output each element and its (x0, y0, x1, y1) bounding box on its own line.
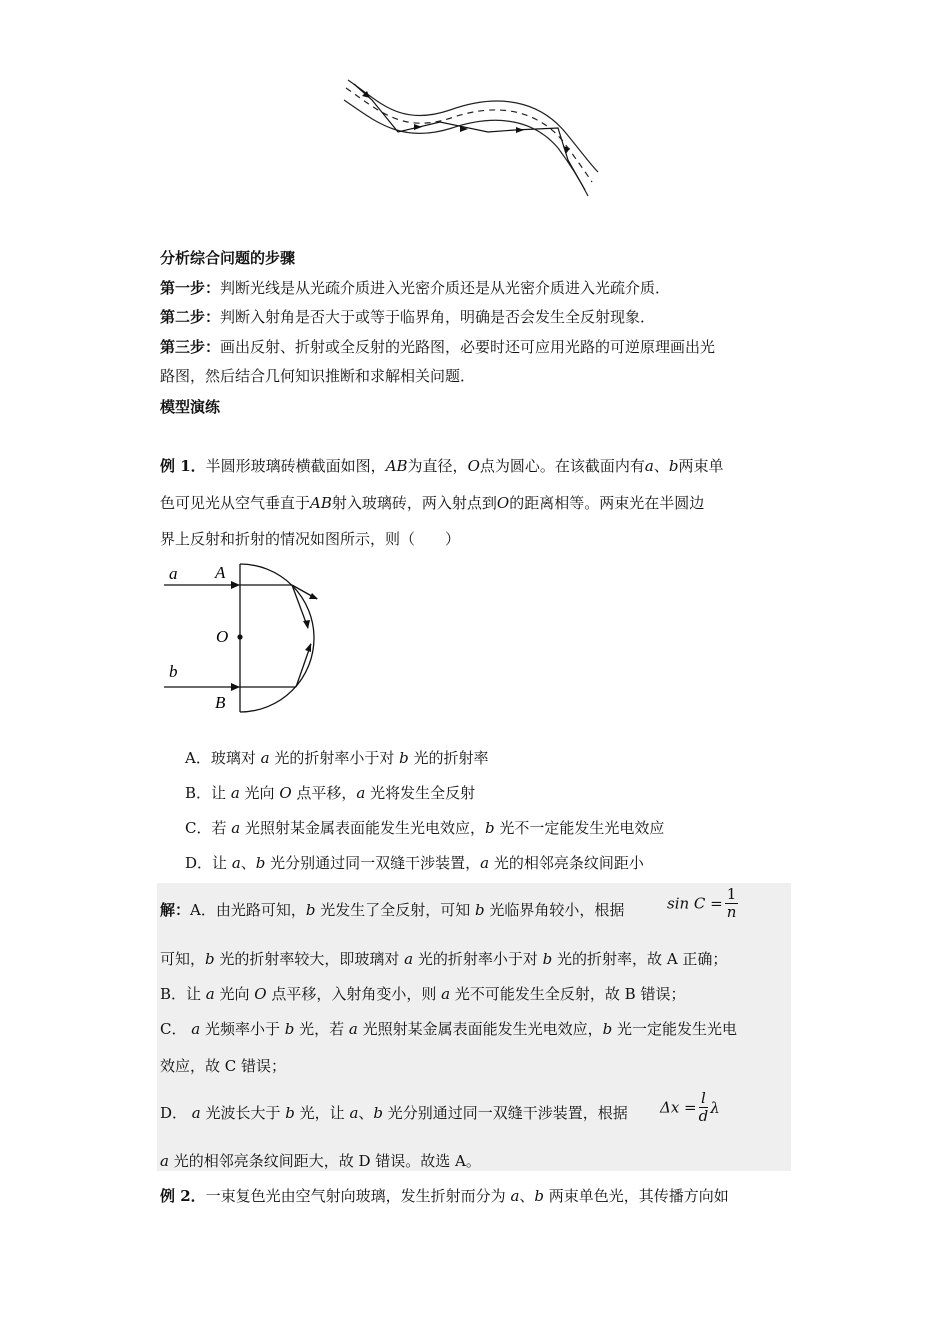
text: 光临界角较小，根据 (484, 901, 625, 919)
var: b (205, 950, 215, 968)
option-key: B． (185, 784, 212, 802)
var: a (404, 950, 414, 968)
solution-line5: 效应，故 C 错误； (160, 1057, 287, 1075)
text: 两束单色光，其传播方向如 (544, 1187, 729, 1205)
example1-line2 (160, 493, 800, 513)
text: 光的相邻亮条纹间距小 (489, 854, 644, 872)
solution-line7 (160, 1151, 800, 1171)
option-c[interactable] (185, 818, 664, 838)
step-1-text: 判断光线是从光疏介质进入光密介质还是从光密介质进入光疏介质． (220, 279, 671, 297)
text: 为直径， (407, 457, 468, 475)
option-a[interactable] (185, 748, 489, 768)
var: O (254, 985, 267, 1003)
formula-sinC (667, 886, 738, 921)
formula-fringe-spacing (660, 1090, 720, 1125)
var: a (356, 784, 366, 802)
var: b (542, 950, 553, 968)
numerator: l (699, 1090, 709, 1108)
text: 点为圆心。在该截面内有 (479, 457, 645, 475)
step-2 (160, 307, 800, 327)
fig-label-O: O (216, 627, 229, 646)
option-key: D． (185, 854, 213, 872)
formula-lhs: Δx = (660, 1098, 697, 1117)
text: 光一定能发生光电 (612, 1020, 738, 1038)
text: 点平移，入射角变小，则 (266, 985, 442, 1003)
text: D． (160, 1104, 192, 1122)
text: 、 (358, 1104, 374, 1122)
var-O: O (467, 457, 480, 475)
var: b (285, 1104, 295, 1122)
step-2-text: 判断入射角是否大于或等于临界角，明确是否会发生全反射现象． (220, 308, 656, 326)
step-1 (160, 278, 800, 298)
text: 射入玻璃砖，两入射点到 (331, 494, 497, 512)
solution-label: 解： (160, 901, 191, 919)
text: 光不一定能发生光电效应 (494, 819, 665, 837)
var: b (255, 854, 266, 872)
fig-label-a: a (169, 564, 178, 583)
text: 点平移， (291, 784, 357, 802)
numerator: 1 (726, 885, 737, 903)
text: 色可见光从空气垂直于 (160, 494, 311, 512)
text: 光照射某金属表面能发生光电效应， (357, 1020, 603, 1038)
var-AB: AB (385, 457, 408, 475)
solution-line2 (160, 949, 800, 969)
var-a: a (644, 457, 654, 475)
var-O: O (496, 494, 510, 512)
solution-line4 (160, 1019, 800, 1039)
option-key: C． (185, 819, 212, 837)
var: a (349, 1104, 359, 1122)
text: 光波长大于 (200, 1104, 286, 1122)
text: 光的折射率小于对 (269, 749, 400, 767)
var: a (260, 749, 270, 767)
text: 光向 (239, 784, 280, 802)
text: 光的相邻亮条纹间距大，故 D 错误。故选 A。 (168, 1152, 481, 1170)
example2-line1 (160, 1186, 800, 1206)
formula-lhs: sin C = (667, 894, 723, 913)
denominator: d (698, 1107, 709, 1125)
example2-label: 例 2． (160, 1187, 206, 1205)
text: B．让 (160, 985, 206, 1003)
fig-label-B: B (215, 693, 226, 712)
var: b (602, 1020, 613, 1038)
var: b (284, 1020, 295, 1038)
text: 光频率小于 (200, 1020, 285, 1038)
text: 两束单 (678, 457, 724, 475)
var: a (160, 1152, 169, 1170)
fraction (699, 1090, 709, 1125)
step-2-label: 第二步： (160, 308, 221, 326)
step-3 (160, 337, 800, 357)
step-3-text: 画出反射、折射或全反射的光路图，必要时还可应用光路的可逆原理画出光 (220, 338, 716, 356)
example1-line1 (160, 456, 800, 476)
var: O (279, 784, 292, 802)
formula-rhs: λ (710, 1098, 720, 1117)
var: a (348, 1020, 358, 1038)
var-AB: AB (310, 494, 332, 512)
denominator: n (726, 903, 737, 921)
steps-heading: 分析综合问题的步骤 (160, 249, 296, 267)
var: a (205, 985, 215, 1003)
text: 若 (211, 819, 232, 837)
semicircle-glass-figure (160, 558, 330, 718)
var: a (231, 819, 241, 837)
text: 、 (240, 854, 256, 872)
var: a (480, 854, 490, 872)
text: 让 (211, 784, 231, 802)
var: b (373, 1104, 384, 1122)
model-practice-heading: 模型演练 (160, 398, 221, 416)
option-key: A． (185, 749, 211, 767)
option-d[interactable] (185, 853, 644, 873)
text: 让 (212, 854, 232, 872)
text: 光向 (214, 985, 255, 1003)
var: a (230, 784, 240, 802)
var: b (475, 901, 485, 919)
step-3-label: 第三步： (160, 338, 221, 356)
text: 光分别通过同一双缝干涉装置， (265, 854, 481, 872)
fig-label-b: b (169, 662, 178, 681)
option-b[interactable] (185, 783, 475, 803)
text: 可知， (160, 950, 206, 968)
text: 光的折射率 (408, 749, 489, 767)
fraction (725, 886, 739, 921)
text: 光发生了全反射，可知 (315, 901, 476, 919)
var: a (191, 1020, 201, 1038)
text: 的距离相等。两束光在半圆边 (509, 494, 705, 512)
var: b (399, 749, 409, 767)
var: a (231, 854, 241, 872)
var: b (485, 819, 495, 837)
text: 光照射某金属表面能发生光电效应， (240, 819, 485, 837)
text: 光，若 (294, 1020, 349, 1038)
var: a (441, 985, 451, 1003)
text: 一束复色光由空气射向玻璃，发生折射而分为 (205, 1187, 511, 1205)
text: 、 (653, 457, 669, 475)
solution-line3 (160, 984, 800, 1004)
text: 、 (519, 1187, 535, 1205)
step-1-label: 第一步： (160, 279, 221, 297)
var: a (191, 1104, 201, 1122)
fig-label-A: A (215, 563, 226, 582)
var-b: b (668, 457, 679, 475)
text: 光不可能发生全反射，故 B 错误； (450, 985, 686, 1003)
example1-label: 例 1． (160, 457, 206, 475)
text: 光将发生全反射 (365, 784, 476, 802)
text: A．由光路可知， (190, 901, 306, 919)
text: 玻璃对 (210, 749, 261, 767)
text: C． (160, 1020, 192, 1038)
optical-fiber-figure (340, 72, 605, 204)
text: 光的折射率，故 A 正确； (552, 950, 728, 968)
step-3-continued: 路图，然后结合几何知识推断和求解相关问题． (160, 367, 476, 385)
text: 半圆形玻璃砖横截面如图， (205, 457, 386, 475)
var: b (305, 901, 316, 919)
text: 光，让 (294, 1104, 350, 1122)
example1-line3: 界上反射和折射的情况如图所示，则（ ） (160, 530, 461, 548)
text: 光的折射率较大，即玻璃对 (214, 950, 405, 968)
text: 光的折射率小于对 (413, 950, 543, 968)
var: b (534, 1187, 545, 1205)
var: a (510, 1187, 520, 1205)
text: 光分别通过同一双缝干涉装置，根据 (383, 1104, 628, 1122)
